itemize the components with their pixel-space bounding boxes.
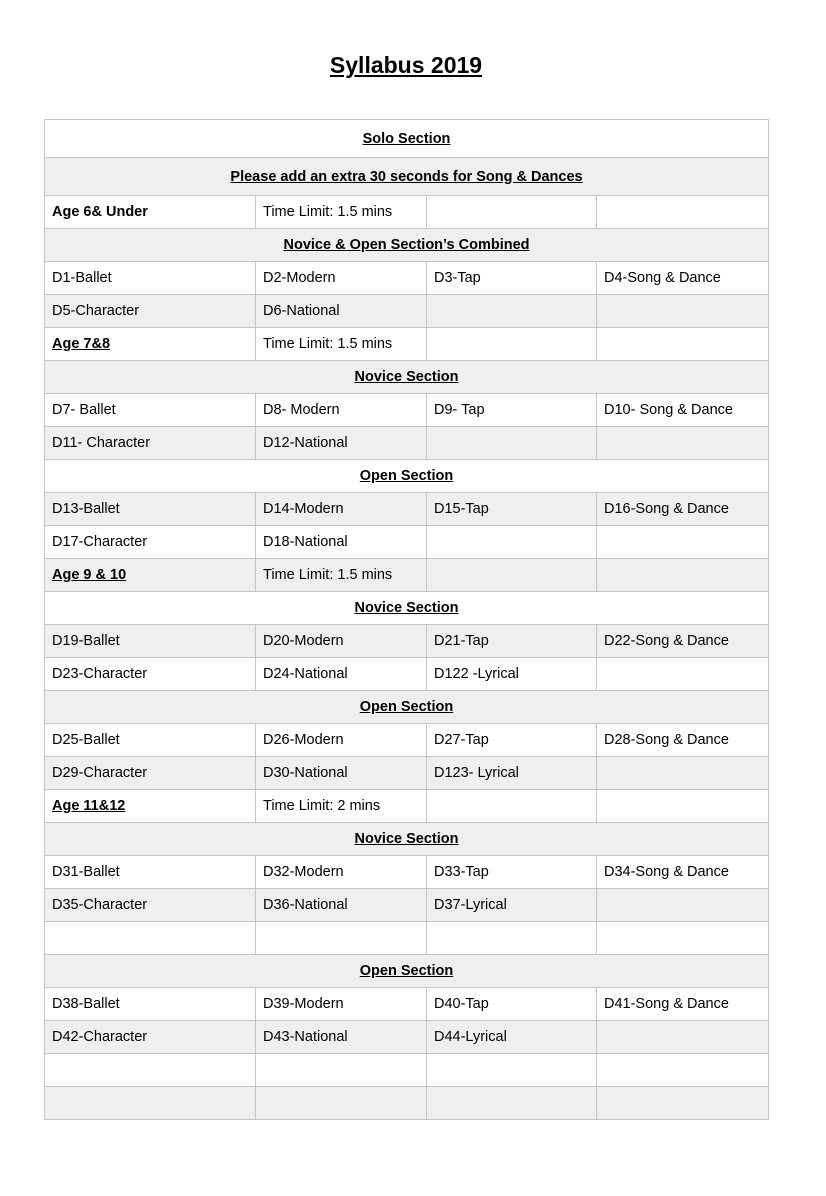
empty-cell [597,196,769,229]
dance-cell: D14-Modern [256,493,427,526]
empty-cell [597,922,769,955]
dance-cell [427,526,597,559]
empty-row [45,1087,769,1120]
empty-cell [597,1087,769,1120]
dance-cell: D29-Character [45,757,256,790]
section-heading-row [45,361,769,394]
time-limit: Time Limit: 2 mins [256,790,427,823]
empty-cell [256,1054,427,1087]
dance-cell [597,889,769,922]
page-title: Syllabus 2019 [329,52,483,78]
extra-time-note: Please add an extra 30 seconds for Song & Dances [45,158,769,196]
table-row [45,658,769,691]
dance-cell: D31-Ballet [45,856,256,889]
dance-cell: D19-Ballet [45,625,256,658]
dance-cell: D123- Lyrical [427,757,597,790]
novice-section-heading: Novice Section [45,361,769,394]
section-heading-row [45,229,769,262]
dance-cell: D9- Tap [427,394,597,427]
dance-cell: D20-Modern [256,625,427,658]
age-row [45,790,769,823]
dance-cell: D21-Tap [427,625,597,658]
dance-cell: D3-Tap [427,262,597,295]
novice-section-heading: Novice Section [45,592,769,625]
dance-cell: D23-Character [45,658,256,691]
dance-cell: D122 -Lyrical [427,658,597,691]
solo-section-heading: Solo Section [45,120,769,158]
open-section-heading: Open Section [45,955,769,988]
empty-cell [427,1054,597,1087]
table-row [45,493,769,526]
section-heading-row [45,592,769,625]
dance-cell: D34-Song & Dance [597,856,769,889]
empty-cell [427,922,597,955]
age-label: Age 6& Under [45,196,256,229]
dance-cell: D15-Tap [427,493,597,526]
dance-cell: D7- Ballet [45,394,256,427]
section-heading-row [45,691,769,724]
dance-cell: D13-Ballet [45,493,256,526]
empty-cell [427,196,597,229]
section-heading-row [45,460,769,493]
age-row [45,559,769,592]
dance-cell: D5-Character [45,295,256,328]
empty-row [45,1054,769,1087]
time-limit: Time Limit: 1.5 mins [256,196,427,229]
dance-cell: D35-Character [45,889,256,922]
dance-cell: D43-National [256,1021,427,1054]
dance-cell: D26-Modern [256,724,427,757]
empty-cell [256,922,427,955]
empty-cell [597,1054,769,1087]
open-section-heading: Open Section [45,460,769,493]
section-heading-row [45,823,769,856]
empty-row [45,922,769,955]
dance-cell: D36-National [256,889,427,922]
dance-cell [597,658,769,691]
dance-cell: D11- Character [45,427,256,460]
empty-cell [597,559,769,592]
dance-cell [597,427,769,460]
age-label: Age 11&12 [45,790,256,823]
dance-cell: D41-Song & Dance [597,988,769,1021]
dance-cell: D37-Lyrical [427,889,597,922]
dance-cell: D25-Ballet [45,724,256,757]
empty-cell [597,790,769,823]
dance-cell: D8- Modern [256,394,427,427]
time-limit: Time Limit: 1.5 mins [256,328,427,361]
table-row [45,724,769,757]
dance-cell [427,295,597,328]
dance-cell: D2-Modern [256,262,427,295]
empty-cell [427,790,597,823]
dance-cell [427,427,597,460]
empty-cell [45,1054,256,1087]
dance-cell: D28-Song & Dance [597,724,769,757]
open-section-heading: Open Section [45,691,769,724]
table-row [45,262,769,295]
dance-cell: D40-Tap [427,988,597,1021]
dance-cell: D22-Song & Dance [597,625,769,658]
age-row [45,196,769,229]
dance-cell [597,757,769,790]
dance-cell: D32-Modern [256,856,427,889]
dance-cell: D6-National [256,295,427,328]
dance-cell [597,526,769,559]
empty-cell [597,328,769,361]
table-row [45,757,769,790]
section-heading-row [45,955,769,988]
dance-cell: D12-National [256,427,427,460]
note-row [45,158,769,196]
empty-cell [427,559,597,592]
dance-cell [597,1021,769,1054]
age-row [45,328,769,361]
dance-cell: D24-National [256,658,427,691]
empty-cell [427,1087,597,1120]
table-row [45,625,769,658]
time-limit: Time Limit: 1.5 mins [256,559,427,592]
dance-cell: D27-Tap [427,724,597,757]
empty-cell [427,328,597,361]
age-label: Age 9 & 10 [45,559,256,592]
table-row [45,988,769,1021]
table-row [45,856,769,889]
table-row [45,1021,769,1054]
dance-cell: D18-National [256,526,427,559]
dance-cell [597,295,769,328]
table-row [45,889,769,922]
dance-cell: D16-Song & Dance [597,493,769,526]
dance-cell: D42-Character [45,1021,256,1054]
dance-cell: D1-Ballet [45,262,256,295]
dance-cell: D33-Tap [427,856,597,889]
novice-section-heading: Novice Section [45,823,769,856]
dance-cell: D38-Ballet [45,988,256,1021]
dance-cell: D4-Song & Dance [597,262,769,295]
age-label: Age 7&8 [45,328,256,361]
dance-cell: D17-Character [45,526,256,559]
dance-cell: D44-Lyrical [427,1021,597,1054]
empty-cell [45,1087,256,1120]
solo-section-row [45,120,769,158]
combined-section-heading: Novice & Open Section’s Combined [45,229,769,262]
table-row [45,427,769,460]
table-row [45,394,769,427]
syllabus-table [44,119,769,1120]
table-row [45,526,769,559]
dance-cell: D30-National [256,757,427,790]
dance-cell: D39-Modern [256,988,427,1021]
dance-cell: D10- Song & Dance [597,394,769,427]
empty-cell [256,1087,427,1120]
empty-cell [45,922,256,955]
table-row [45,295,769,328]
